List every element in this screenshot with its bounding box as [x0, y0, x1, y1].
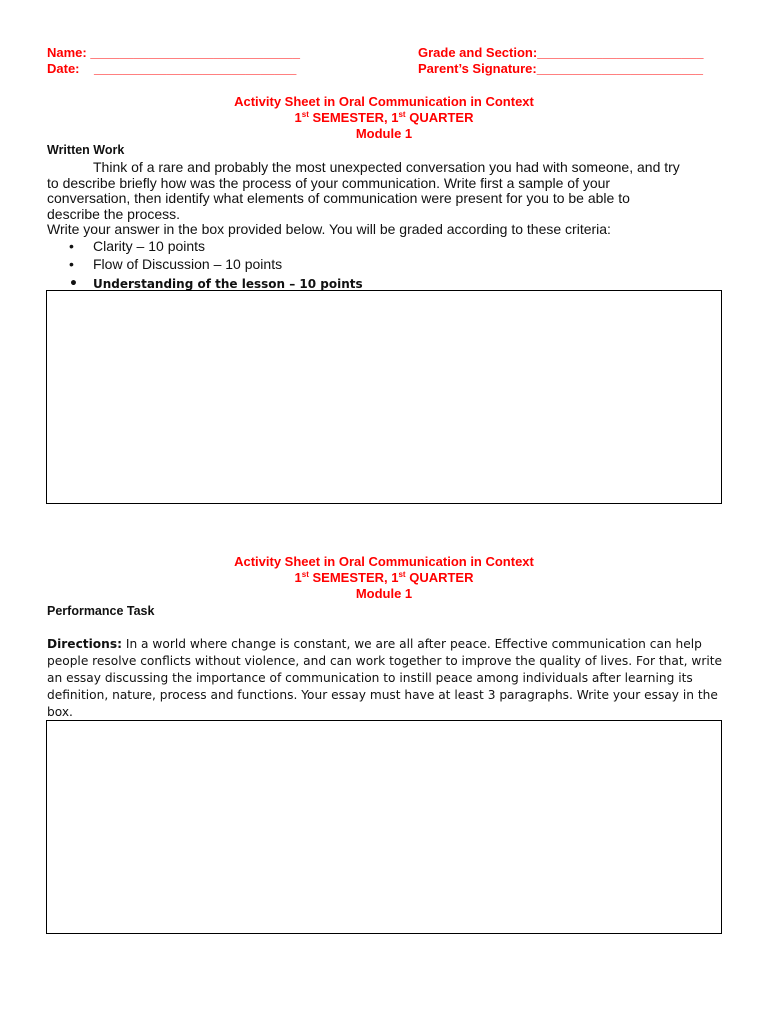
written-work-heading: Written Work: [47, 143, 125, 157]
semester-number: 1: [294, 110, 302, 125]
directions-line: an essay discussing the importance of communication to instill peace among individuals after learning its: [47, 671, 693, 685]
criteria-item: • Understanding of the lesson – 10 points: [47, 275, 647, 293]
written-work-instructions: [47, 160, 747, 238]
quarter-suffix: st: [398, 570, 406, 579]
semester-text: SEMESTER,: [308, 570, 392, 585]
directions-line: definition, nature, process and functions. Your essay must have at least 3 paragraphs. Write your essay in the: [47, 688, 718, 702]
essay-answer-box[interactable]: [46, 720, 722, 934]
criteria-item: • Flow of Discussion – 10 points: [47, 257, 647, 275]
instruction-line: conversation, then identify what elements of communication were present for you to be able to: [47, 190, 630, 206]
parent-signature-field-label: Parent’s Signature:_______________________: [418, 61, 704, 76]
written-work-answer-box[interactable]: [46, 290, 722, 504]
directions-line: [47, 636, 747, 653]
directions-text: In a world where change is constant, we are all after peace. Effective communication can help: [121, 637, 702, 651]
quarter-suffix: st: [398, 110, 406, 119]
quarter-text: QUARTER: [405, 570, 474, 585]
directions-line: box.: [47, 705, 73, 719]
directions-paragraph: [47, 636, 747, 721]
quarter-text: QUARTER: [405, 110, 474, 125]
grade-section-field-label: Grade and Section:_______________________: [418, 45, 704, 60]
quarter-number: 1: [391, 570, 399, 585]
semester-text: SEMESTER,: [308, 110, 392, 125]
name-field-label: Name: _____________________________: [47, 45, 301, 60]
section1-module: Module 1: [355, 126, 413, 141]
section2-semester-quarter: [0, 570, 768, 586]
section1-title: Activity Sheet in Oral Communication in Context: [234, 94, 534, 109]
semester-suffix: st: [301, 110, 309, 119]
instruction-line: to describe briefly how was the process of your communication. Write first a sample of your: [47, 174, 611, 191]
section2-module: Module 1: [355, 586, 413, 601]
date-field-label: Date: ____________________________: [47, 61, 297, 76]
directions-label: Directions:: [47, 637, 122, 651]
criteria-intro: Write your answer in the box provided below. You will be graded according to these criteria:: [47, 221, 611, 237]
section2-title: Activity Sheet in Oral Communication in Context: [234, 554, 534, 569]
section1-semester-quarter: [0, 110, 768, 126]
quarter-number: 1: [391, 110, 399, 125]
semester-number: 1: [294, 570, 302, 585]
instruction-line: Think of a rare and probably the most unexpected conversation you had with someone, and try: [93, 159, 680, 175]
instruction-line: describe the process.: [47, 205, 181, 222]
criteria-item: • Clarity – 10 points: [47, 239, 647, 257]
directions-line: people resolve conflicts without violence, and can work together to improve the quality of lives. For that, write: [47, 654, 723, 668]
performance-task-heading: Performance Task: [47, 604, 155, 618]
criteria-list: [47, 239, 647, 293]
semester-suffix: st: [301, 570, 309, 579]
